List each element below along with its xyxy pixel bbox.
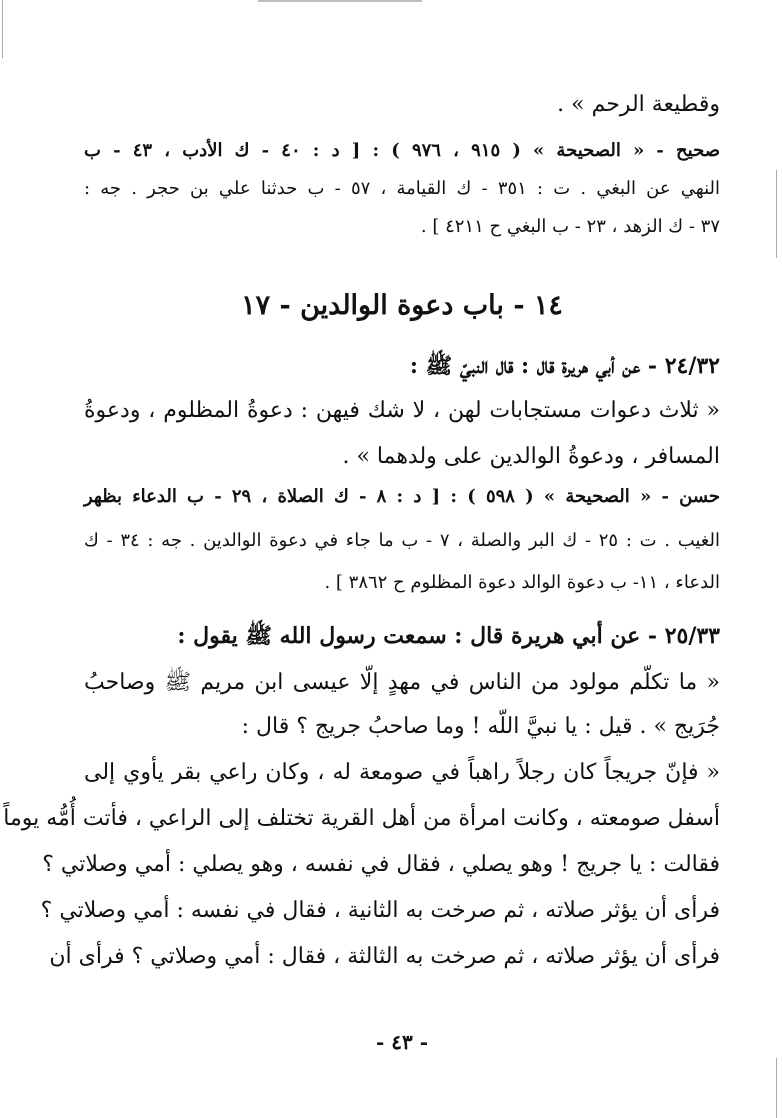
hadith-text-line: المسافر ، ودعوةُ الوالدين على ولدهما » . (342, 444, 720, 469)
takhrij-line: ٣٧ - ك الزهد ، ٢٣ - ب البغي ح ٤٢١١ ] . (420, 216, 720, 237)
scan-edge-right (776, 170, 777, 258)
scan-edge-right-bottom (776, 1058, 777, 1118)
scan-edge-left (2, 0, 3, 58)
hadith-text-line: فرأى أن يؤثر صلاته ، ثم صرخت به الثالثة ، فقال : أمي وصلاتي ؟ فرأى أن (49, 944, 720, 969)
takhrij-line: الغيب . ت : ٢٥ - ك البر والصلة ، ٧ - ب ما جاء في دعوة الوالدين . جه : ٣٤ - ك (84, 530, 720, 551)
takhrij-line: النهي عن البغي . ت : ٣٥١ - ك القيامة ، ٥٧ - ب حدثنا علي بن حجر . جه : (84, 178, 720, 199)
hadith-text-line: جُرَيج » . قيل : يا نبيَّ اللّه ! وما صاحبُ جريج ؟ قال : (241, 714, 720, 739)
takhrij-line: الدعاء ، ١١- ب دعوة الوالد دعوة المظلوم ح ٣٨٦٢ ] . (324, 572, 720, 593)
hadith-text-line: « ما تكلّم مولود من الناس في مهدٍ إلّا عيسى ابن مريم ﷺ وصاحبُ (84, 670, 720, 695)
hadith-text-line: فقالت : يا جريج ! وهو يصلي ، فقال في نفسه ، وهو يصلي : أمي وصلاتي ؟ (42, 852, 720, 877)
hadith-text-line: أسفل صومعته ، وكانت امرأة من أهل القرية تختلف إلى الراعي ، فأتت أُمُّه يوماً (3, 806, 720, 831)
previous-hadith-tail: وقطيعة الرحم » . (557, 92, 720, 117)
hadith-text-line: « فإنّ جريجاً كان رجلاً راهباً في صومعة له ، وكان راعي بقر يأوي إلى (84, 760, 720, 785)
chapter-heading: ١٤ - باب دعوة الوالدين - ١٧ (241, 290, 563, 321)
hadith-text-line: فرأى أن يؤثر صلاته ، ثم صرخت به الثانية ، فقال في نفسه : أمي وصلاتي ؟ (40, 898, 720, 923)
hadith-isnad: ٢٥/٣٣ - عن أبي هريرة قال : سمعت رسول الله ﷺ يقول : (177, 623, 720, 649)
hadith-text-line: « ثلاث دعوات مستجابات لهن ، لا شك فيهن : دعوةُ المظلوم ، ودعوةُ (84, 398, 720, 423)
takhrij-line: حسن - « الصحيحة » ( ٥٩٨ ) : [ د : ٨ - ك الصلاة ، ٢٩ - ب الدعاء بظهر (84, 486, 721, 507)
scan-edge-top (258, 0, 422, 2)
takhrij-line: صحيح - « الصحيحة » ( ٩١٥ ، ٩٧٦ ) : [ د : ٤٠ - ك الأدب ، ٤٣ - ب (84, 140, 721, 161)
hadith-isnad: ٢٤/٣٢ - عن أبي هريرة قال : قال النبيّ ﷺ : (409, 353, 720, 379)
page-number: - ٤٣ - (375, 1030, 428, 1054)
